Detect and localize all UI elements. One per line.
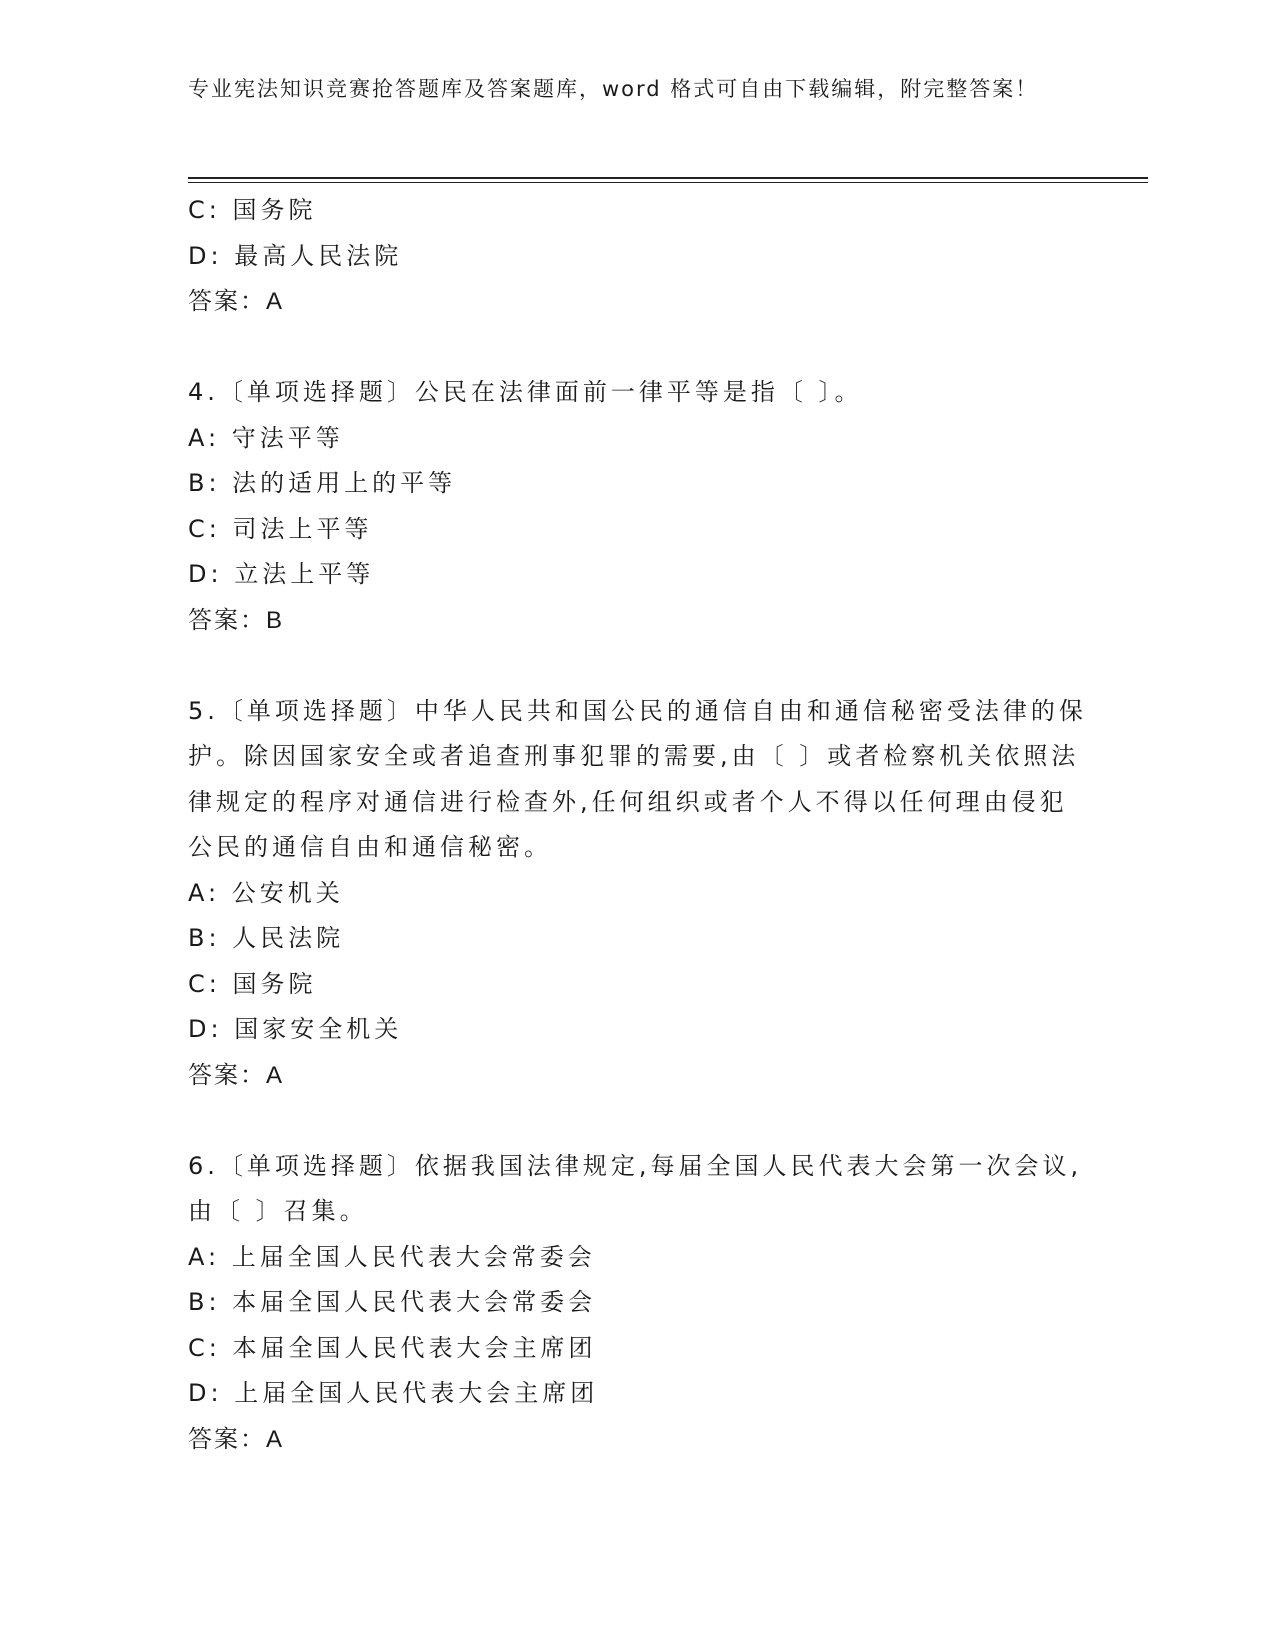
option-c: C: 司法上平等 bbox=[188, 514, 373, 543]
question-block bbox=[188, 370, 1088, 643]
option-c: C: 国务院 bbox=[188, 969, 317, 998]
question-list bbox=[188, 188, 1088, 1462]
question-block bbox=[188, 689, 1088, 1099]
option-b: B: 人民法院 bbox=[188, 924, 345, 952]
option-b: B: 法的适用上的平等 bbox=[188, 469, 457, 497]
option-d: D: 国家安全机关 bbox=[188, 1015, 403, 1043]
option-a: A: 公安机关 bbox=[188, 878, 344, 907]
option-d: D: 最高人民法院 bbox=[188, 241, 403, 270]
document-header: 专业宪法知识竞赛抢答题库及答案题库，word 格式可自由下载编辑，附完整答案！ bbox=[188, 77, 1039, 101]
option-c: C: 国务院 bbox=[188, 196, 317, 224]
spacer bbox=[188, 1098, 1088, 1144]
option-d: D: 上届全国人民代表大会主席团 bbox=[188, 1379, 599, 1407]
spacer bbox=[188, 325, 1088, 371]
answer-line: 答案：A bbox=[188, 1425, 285, 1453]
option-a: A: 守法平等 bbox=[188, 423, 344, 452]
question-stem: 4.〔单项选择题〕公民在法律面前一律平等是指〔 〕。 bbox=[188, 378, 863, 406]
header-divider-bottom bbox=[188, 182, 1148, 183]
question-stem: 5.〔单项选择题〕中华人民共和国公民的通信自由和通信秘密受法律的保护。除因国家安全或者追查刑事犯罪的需要,由〔 〕或者检察机关依照法律规定的程序对通信进行检查外,任何组织或者个人不得以任何理由侵犯公民的通信自由和通信秘密。 bbox=[188, 696, 1087, 861]
question-block bbox=[188, 1144, 1088, 1463]
spacer bbox=[188, 643, 1088, 689]
answer-line: 答案：A bbox=[188, 1061, 285, 1089]
question-block bbox=[188, 188, 1088, 325]
answer-line: 答案：A bbox=[188, 288, 285, 315]
header-divider-top bbox=[188, 177, 1148, 179]
answer-line: 答案：B bbox=[188, 606, 285, 634]
question-stem: 6.〔单项选择题〕依据我国法律规定,每届全国人民代表大会第一次会议,由〔 〕召集。 bbox=[188, 1151, 1083, 1225]
option-b: B: 本届全国人民代表大会常委会 bbox=[188, 1288, 597, 1316]
option-a: A: 上届全国人民代表大会常委会 bbox=[188, 1242, 596, 1271]
option-c: C: 本届全国人民代表大会主席团 bbox=[188, 1333, 597, 1362]
option-d: D: 立法上平等 bbox=[188, 560, 375, 588]
